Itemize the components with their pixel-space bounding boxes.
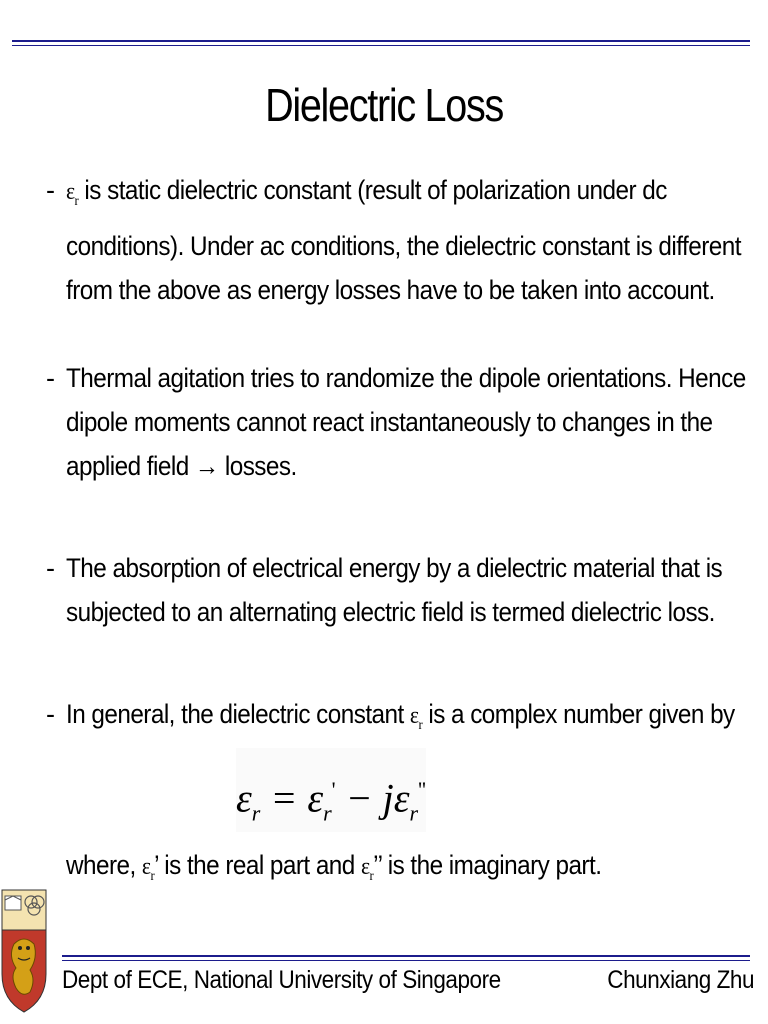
bullet-text: Thermal agitation tries to randomize the dipole orientations. Hence dipole moments cannot react instantaneously to changes in the applied field → losses. [66,363,746,481]
nus-crest-icon [0,888,48,1018]
bullet-2 [46,356,766,488]
bullet-dash: - [46,699,55,729]
slide-title: Dielectric Loss [265,79,503,131]
bullet-text: The absorption of electrical energy by a dielectric material that is subjected to an alternating electric field is termed dielectric loss. [66,553,723,627]
top-rule-thin [12,45,750,46]
bullet-text: $\varepsilon_r$ is static dielectric constant (result of polarization under dc conditions). Under ac conditions, the dielectric constant is different from the above as energy losses have to be taken into account. [66,175,741,305]
where-text: where, $\varepsilon_r$’ is the real part and $\varepsilon_r$’’ is the imaginary part. [66,850,602,884]
bullet-4 [46,692,766,748]
bullet-text: In general, the dielectric constant $\varepsilon_r$ is a complex number given by [66,699,735,733]
epsilon-symbol: $\varepsilon_r$ [360,854,374,884]
footer-department: Dept of ECE, National University of Singapore [62,966,501,994]
footer-author: Chunxiang Zhu [607,966,754,994]
bullet-1 [46,168,766,312]
footer-rule-thin [62,960,750,961]
footer-rule [62,955,750,957]
bullet-dash: - [46,553,55,583]
bullet-dash: - [46,363,55,393]
epsilon-symbol: $\varepsilon_r$ [141,854,155,884]
top-rule [12,40,750,42]
complex-permittivity-equation: $\varepsilon_r = \varepsilon_r' - j\varepsilon_r''$ [236,748,426,832]
epsilon-symbol: $\varepsilon_r$ [66,179,79,209]
bullet-dash: - [46,175,55,205]
epsilon-symbol: $\varepsilon_r$ [409,703,423,733]
bullet-3 [46,546,766,634]
